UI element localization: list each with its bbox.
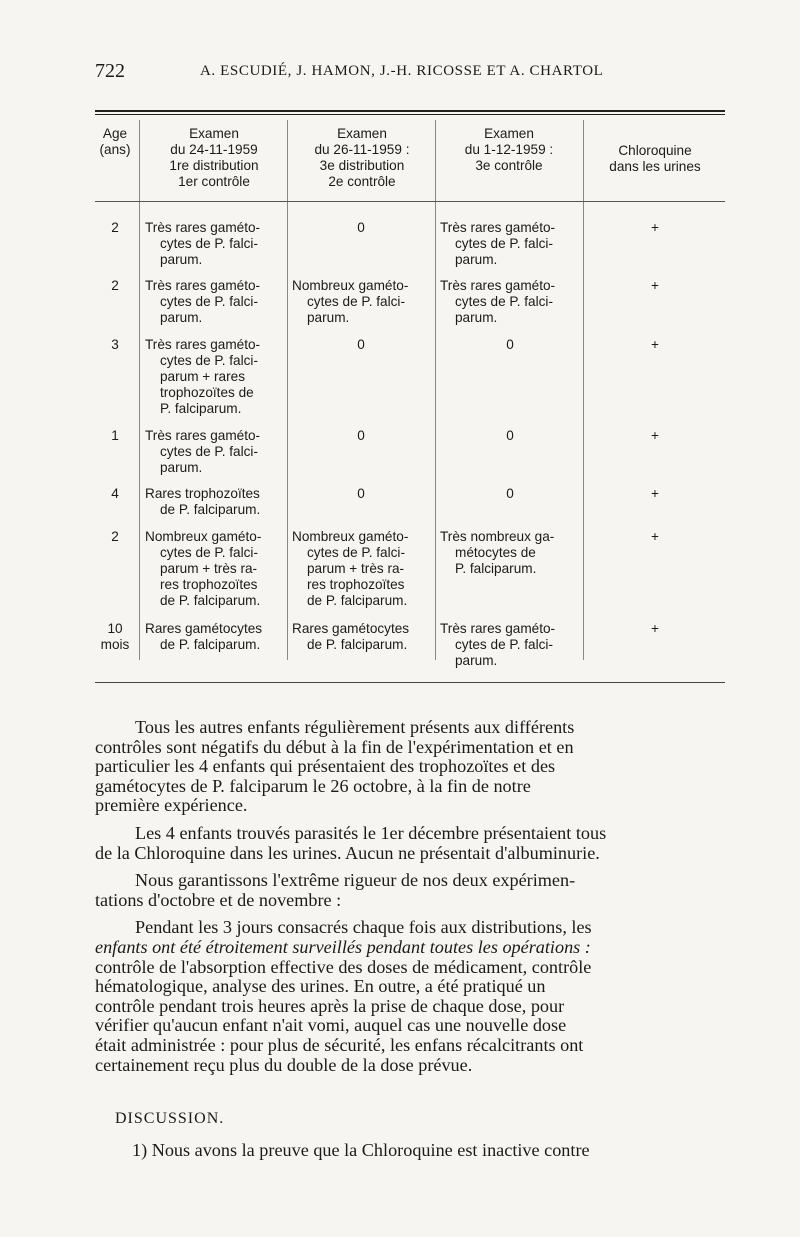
table-cell-e3	[440, 486, 580, 502]
table-cell-age	[96, 529, 134, 545]
table-cell-e2	[292, 486, 430, 502]
cell-line: de P. falciparum.	[307, 593, 408, 608]
cell-line: cytes de P. falci-	[455, 294, 553, 309]
cell-line: res trophozoïtes	[160, 577, 258, 592]
cell-line: Très nombreux ga-	[440, 529, 555, 544]
table-cell-age	[96, 220, 134, 236]
cell-line: cytes de P. falci-	[307, 294, 405, 309]
cell-line: 4	[111, 486, 119, 501]
header-exam-1: Examen du 24-11-1959 1re distribution 1er contrôle	[169, 126, 259, 189]
cell-line: parum.	[160, 310, 203, 325]
cell-line: cytes de P. falci-	[455, 637, 553, 652]
cell-line: cytes de P. falci-	[160, 444, 258, 459]
cell-line: 10	[107, 621, 123, 636]
cell-line: parum.	[455, 310, 498, 325]
cell-line: Nombreux gaméto-	[292, 529, 409, 544]
header-chloroquine: Chloroquine dans les urines	[609, 143, 701, 174]
page-number: 722	[95, 60, 125, 82]
table-cell-e2	[292, 621, 430, 653]
table-cell-e1	[145, 337, 285, 417]
cell-line: trophozoïtes de	[160, 385, 254, 400]
table-cell-e2	[292, 278, 430, 326]
paragraph: Nous garantissons l'extrême rigueur de nos deux expérimen- tations d'octobre et de novembre :	[95, 870, 576, 910]
paragraph: Les 4 enfants trouvés parasités le 1er décembre présentaient tous de la Chloroquine dans les urines. Aucun ne présentait d'albuminurie.	[95, 822, 607, 863]
table-top-rule-thin	[95, 114, 725, 115]
table-bottom-rule	[95, 682, 725, 683]
table-cell-e3	[440, 529, 580, 577]
table-cell-e1	[145, 486, 285, 518]
table-cell-e2	[292, 220, 430, 236]
table-header-rule	[95, 201, 725, 202]
cell-line: parum.	[307, 310, 350, 325]
table-cell-age	[96, 428, 134, 444]
running-head-authors: A. ESCUDIÉ, J. HAMON, J.-H. RICOSSE ET A. CHARTOL	[200, 63, 604, 79]
table-cell-e3	[440, 337, 580, 353]
cell-line: 1	[111, 428, 119, 443]
header-exam-3: Examen du 1-12-1959 : 3e contrôle	[464, 126, 554, 173]
table-cell-chloroquine: +	[651, 220, 659, 235]
header-age: Age (ans)	[99, 126, 131, 157]
cell-line: 0	[357, 486, 365, 501]
cell-line: parum.	[455, 653, 498, 668]
header-exam-2: Examen du 26-11-1959 : 3e distribution 2e contrôle	[314, 126, 410, 189]
cell-line: cytes de P. falci-	[160, 353, 258, 368]
cell-line: mois	[100, 637, 130, 652]
cell-line: cytes de P. falci-	[455, 236, 553, 251]
cell-line: de P. falciparum.	[307, 637, 408, 652]
table-cell-e3	[440, 220, 580, 268]
table-top-rule	[95, 110, 725, 112]
paragraph: Pendant les 3 jours consacrés chaque fois aux distributions, les enfants ont été étroitement surveillés pendant toutes les opérations : contrôle de l'absorption effective des doses de médicament, contrôle hématologique, analyse des urines. En outre, a été pratiqué un contrôle pendant trois heures après la prise de chaque dose, pour vérifier qu'aucun enfant n'ait vomi, auquel cas une nouvelle dose était administrée : pour plus de sécurité, les enfans récalcitrants ont certainement reçu plus du double de la dose prévue.	[95, 917, 592, 1075]
table-cell-e2	[292, 337, 430, 353]
page-header	[95, 60, 735, 86]
cell-line: 0	[357, 220, 365, 235]
cell-line: cytes de P. falci-	[160, 545, 258, 560]
cell-line: de P. falciparum.	[160, 593, 261, 608]
cell-line: res trophozoïtes	[307, 577, 405, 592]
table-cell-chloroquine: +	[651, 486, 659, 501]
table-cell-e2	[292, 529, 430, 609]
table-cell-chloroquine: +	[651, 428, 659, 443]
table-cell-chloroquine: +	[651, 529, 659, 544]
table-cell-e1	[145, 529, 285, 609]
cell-line: parum + très ra-	[307, 561, 405, 576]
cell-line: Très rares gaméto-	[440, 621, 556, 636]
table-cell-age	[96, 278, 134, 294]
cell-line: parum.	[160, 252, 203, 267]
table-cell-e1	[145, 220, 285, 268]
table-cell-e2	[292, 428, 430, 444]
table-cell-chloroquine: +	[651, 621, 659, 636]
cell-line: parum.	[455, 252, 498, 267]
cell-line: 2	[111, 278, 119, 293]
body-text	[95, 718, 727, 1075]
cell-line: 0	[506, 428, 514, 443]
cell-line: 2	[111, 220, 119, 235]
cell-line: Rares gamétocytes	[292, 621, 410, 636]
cell-line: parum + rares	[160, 369, 245, 384]
cell-line: cytes de P. falci-	[307, 545, 405, 560]
cell-line: Très rares gaméto-	[145, 428, 261, 443]
cell-line: de P. falciparum.	[160, 502, 261, 517]
cell-line: Très rares gaméto-	[145, 278, 261, 293]
cell-line: 0	[357, 428, 365, 443]
table-cell-chloroquine: +	[651, 337, 659, 352]
cell-line: P. falciparum.	[160, 401, 242, 416]
table-cell-age	[96, 337, 134, 353]
cell-line: Rares trophozoïtes	[145, 486, 260, 501]
cell-line: parum + très ra-	[160, 561, 258, 576]
cell-line: 2	[111, 529, 119, 544]
cell-line: métocytes de	[455, 545, 536, 560]
cell-line: Nombreux gaméto-	[145, 529, 262, 544]
paragraph: Tous les autres enfants régulièrement présents aux différents contrôles sont négatifs du début à la fin de l'expérimentation et en particulier les 4 enfants qui présentaient des trophozoïtes et des gamétocytes de P. falciparum le 26 octobre, à la fin de notre première expérience.	[95, 717, 575, 816]
table-cell-e1	[145, 278, 285, 326]
cell-line: 0	[506, 337, 514, 352]
table-cell-e1	[145, 428, 285, 476]
cell-line: Très rares gaméto-	[145, 220, 261, 235]
table-cell-age	[96, 621, 134, 653]
cell-line: cytes de P. falci-	[160, 236, 258, 251]
cell-line: cytes de P. falci-	[160, 294, 258, 309]
table-cell-e3	[440, 621, 580, 669]
table-cell-age	[96, 486, 134, 502]
cell-line: 0	[357, 337, 365, 352]
table-cell-e3	[440, 278, 580, 326]
table-cell-e3	[440, 428, 580, 444]
cell-line: Très rares gaméto-	[145, 337, 261, 352]
paragraph-first-line: 1) Nous avons la preuve que la Chloroquine est inactive contre	[132, 1140, 590, 1160]
cell-line: Très rares gaméto-	[440, 220, 556, 235]
cell-line: Très rares gaméto-	[440, 278, 556, 293]
section-title-discussion: DISCUSSION.	[115, 1110, 225, 1127]
table-cell-chloroquine: +	[651, 278, 659, 293]
cell-line: 0	[506, 486, 514, 501]
cell-line: de P. falciparum.	[160, 637, 261, 652]
table-cell-e1	[145, 621, 285, 653]
cell-line: Nombreux gaméto-	[292, 278, 409, 293]
cell-line: P. falciparum.	[455, 561, 537, 576]
cell-line: parum.	[160, 460, 203, 475]
cell-line: 3	[111, 337, 119, 352]
cell-line: Rares gamétocytes	[145, 621, 263, 636]
